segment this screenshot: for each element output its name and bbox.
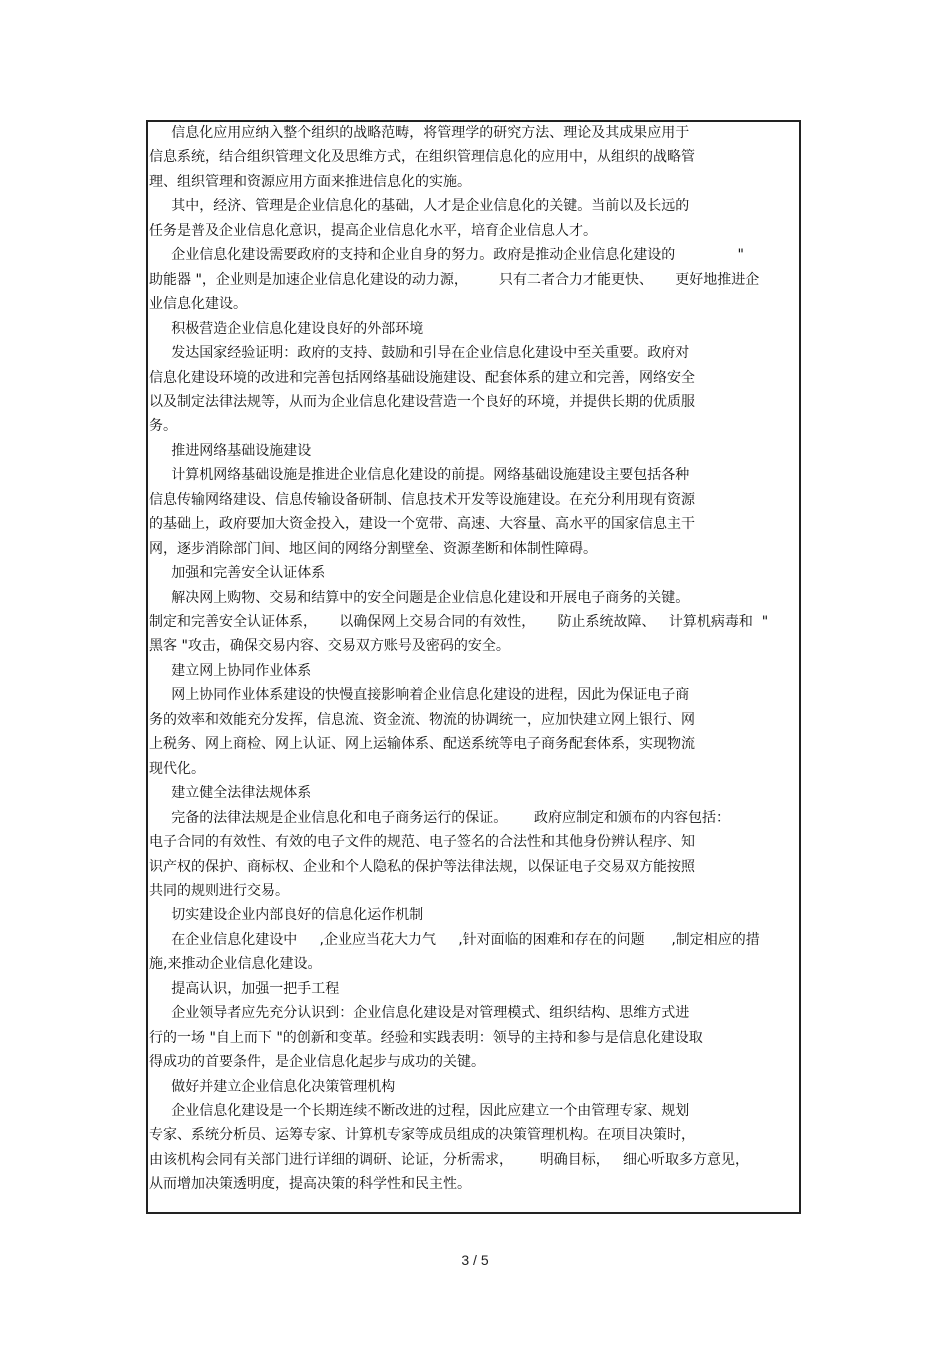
text-line: 任务是普及企业信息化意识，提高企业信息化水平，培育企业信息人才。 [149,222,597,239]
text-line: 现代化。 [149,760,205,777]
text-line: 网上协同作业体系建设的快慢直接影响着企业信息化建设的进程，因此为保证电子商 [149,687,690,704]
text-line: 网，逐步消除部门间、地区间的网络分割壁垒、资源垄断和体制性障碍。 [149,540,597,557]
text-line: 计算机网络基础设施是推进企业信息化建设的前提。网络基础设施建设主要包括各种 [149,467,690,484]
text-line: 信息传输网络建设、信息传输设备研制、信息技术开发等设施建设。在充分利用现有资源 [149,491,695,508]
text-line: 建立网上协同作业体系 [149,662,312,679]
text-line: 由该机构会同有关部门进行详细的调研、论证，分析需求， 明确目标， 细心听取多方意见， [149,1151,750,1168]
text-line: 提高认识，加强一把手工程 [149,980,340,997]
text-line: 的基础上，政府要加大资金投入，建设一个宽带、高速、大容量、高水平的国家信息主干 [149,516,695,533]
text-line: 务。 [149,418,177,435]
page-number: 3 / 5 [461,1252,489,1268]
text-line: 积极营造企业信息化建设良好的外部环境 [149,320,424,337]
text-line: 在企业信息化建设中 ,企业应当花大力气 ,针对面临的困难和存在的问题 ,制定相应的措 [149,931,760,948]
text-line: 推进网络基础设施建设 [149,442,312,459]
text-line: 加强和完善安全认证体系 [149,565,326,582]
text-line: 信息系统，结合组织管理文化及思维方式，在组织管理信息化的应用中，从组织的战略管 [149,149,695,166]
text-line: 信息化建设环境的改进和完善包括网络基础设施建设、配套体系的建立和完善，网络安全 [149,369,695,386]
text-line: 企业信息化建设是一个长期连续不断改进的过程，因此应建立一个由管理专家、规划 [149,1103,690,1119]
text-line: 发达国家经验证明：政府的支持、鼓励和引导在企业信息化建设中至关重要。政府对 [149,345,690,362]
text-line: 助能器 "，企业则是加速企业信息化建设的动力源， 只有二者合力才能更快、 更好地推进企 [149,271,760,288]
text-line: 共同的规则进行交易。 [149,882,289,899]
text-line: 业信息化建设。 [149,296,247,313]
text-line: 完备的法律法规是企业信息化和电子商务运行的保证。 政府应制定和颁布的内容包括： [149,809,730,826]
text-line: 其中，经济、管理是企业信息化的基础，人才是企业信息化的关键。当前以及长远的 [149,198,690,215]
text-line: 专家、系统分析员、运筹专家、计算机专家等成员组成的决策管理机构。在项目决策时， [149,1127,695,1144]
text-line: 信息化应用应纳入整个组织的战略范畴，将管理学的研究方法、理论及其成果应用于 [149,125,690,141]
text-line: 以及制定法律法规等，从而为企业信息化建设营造一个良好的环境，并提供长期的优质服 [149,393,695,410]
text-line: 理、组织管理和资源应用方面来推进信息化的实施。 [149,173,471,190]
text-line: 企业信息化建设需要政府的支持和企业自身的努力。政府是推动企业信息化建设的 " [149,247,744,264]
text-line: 企业领导者应先充分认识到：企业信息化建设是对管理模式、组织结构、思维方式进 [149,1005,690,1022]
text-line: 做好并建立企业信息化决策管理机构 [149,1078,396,1095]
text-line: 建立健全法律法规体系 [149,785,312,802]
text-line: 从而增加决策透明度，提高决策的科学性和民主性。 [149,1176,471,1193]
text-line: 得成功的首要条件，是企业信息化起步与成功的关键。 [149,1054,485,1071]
text-line: 上税务、网上商检、网上认证、网上运输体系、配送系统等电子商务配套体系，实现物流 [149,736,695,753]
text-line: 切实建设企业内部良好的信息化运作机制 [149,907,424,924]
text-line: 识产权的保护、商标权、企业和个人隐私的保护等法律法规，以保证电子交易双方能按照 [149,858,695,875]
text-line: 电子合同的有效性、有效的电子文件的规范、电子签名的合法性和其他身份辨认程序、知 [149,834,695,851]
text-line: 施,来推动企业信息化建设。 [149,956,322,973]
text-line: 务的效率和效能充分发挥，信息流、资金流、物流的协调统一，应加快建立网上银行、网 [149,711,695,728]
text-line: 行的一场 "自上而下 "的创新和变革。经验和实践表明：领导的主持和参与是信息化建设取 [149,1029,703,1046]
text-line: 解决网上购物、交易和结算中的安全问题是企业信息化建设和开展电子商务的关键。 [149,589,690,606]
text-line: 黑客 "攻击，确保交易内容、交易双方账号及密码的安全。 [149,638,510,655]
text-line: 制定和完善安全认证体系， 以确保网上交易合同的有效性， 防止系统故障、 计算机病毒和 " [149,614,769,630]
